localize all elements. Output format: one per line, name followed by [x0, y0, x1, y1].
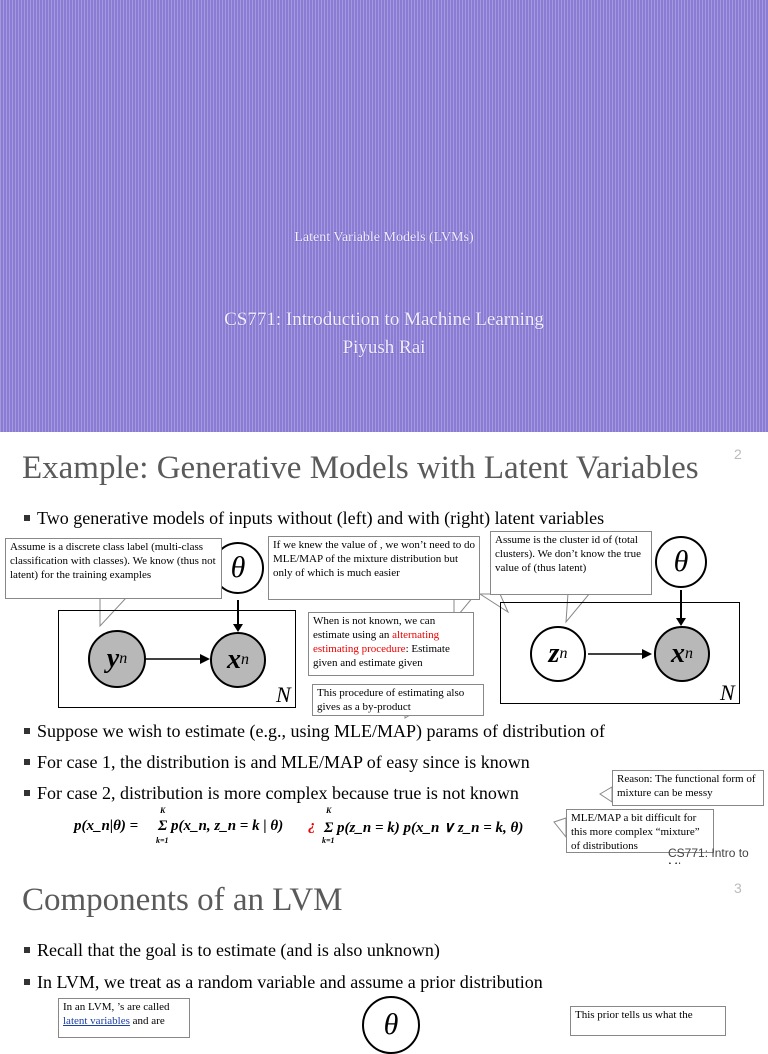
slide-3 [0, 864, 768, 1041]
bullet-square-icon [24, 759, 30, 765]
note-byproduct: This procedure of estimating also gives as a by-product [312, 684, 484, 716]
course-name: CS771: Introduction to Machine Learning [224, 309, 544, 330]
theta-node: θ [212, 542, 264, 594]
instructor-name: Piyush Rai [342, 337, 426, 358]
bullet-item: In LVM, we treat as a random variable and assume a prior distribution [24, 972, 543, 993]
slide-2 [0, 432, 768, 864]
z-node: z n [530, 626, 586, 682]
title-slide [0, 0, 768, 432]
note-theta: If we knew the value of , we won’t need to do MLE/MAP of the mixture distribution but only of which is much easier [268, 536, 480, 600]
note-cluster-id: Assume is the cluster id of (total clusters). We don’t know the true value of (thus latent) [490, 531, 652, 595]
slide-heading: Components of an LVM [22, 882, 343, 918]
note-mlemap-difficult: MLE/MAP a bit difficult for this more complex “mixture” of distributions [566, 809, 714, 853]
note-latent-variables: In an LVM, ’s are called latent variables and are [58, 998, 190, 1038]
theta-node: θ [655, 536, 707, 588]
y-node: y n [88, 630, 146, 688]
bullet-square-icon [24, 947, 30, 953]
plate-label-N: N [276, 682, 291, 707]
plate-label-N: N [720, 680, 735, 705]
lecture-subtitle: Latent Variable Models (LVMs) [294, 230, 474, 245]
course-title [0, 306, 768, 362]
bullet-item: Suppose we wish to estimate (e.g., using MLE/MAP) params of distribution of [24, 721, 605, 742]
course-footer: CS771: Intro to [668, 846, 749, 860]
bullet-item: Two generative models of inputs without (left) and with (right) latent variables [24, 508, 604, 529]
bullet-square-icon [24, 979, 30, 985]
bullet-item: Recall that the goal is to estimate (and is also unknown) [24, 940, 440, 961]
x-node: x n [654, 626, 710, 682]
bullet-item: For case 2, distribution is more complex because true is not known [24, 783, 519, 804]
bullet-item: For case 1, the distribution is and MLE/MAP of easy since is known [24, 752, 530, 773]
bullet-square-icon [24, 790, 30, 796]
page-number: 3 [734, 880, 742, 896]
slide-heading: Example: Generative Models with Latent Variables [22, 450, 699, 486]
note-alternating-procedure: When is not known, we can estimate using an alternating estimating procedure: Estimate given and estimate given [308, 612, 474, 676]
note-prior: This prior tells us what the [570, 1006, 726, 1036]
x-node: x n [210, 632, 266, 688]
mixture-equation: p(x_n|θ) = K k=1 Σ p(x_n, z_n = k | θ) ¿ K k=1 Σ p(z_n = k) p(x_n ∨ z_n = k, θ) [74, 806, 524, 845]
note-class-label: Assume is a discrete class label (multi-class classification with classes). We know (thus not latent) for the training examples [5, 538, 222, 599]
note-reason: Reason: The functional form of mixture can be messy [612, 770, 764, 806]
latent-variables-link[interactable]: latent variables [63, 1015, 130, 1027]
bullet-square-icon [24, 728, 30, 734]
theta-node: θ [362, 996, 420, 1054]
page-number: 2 [734, 446, 742, 462]
